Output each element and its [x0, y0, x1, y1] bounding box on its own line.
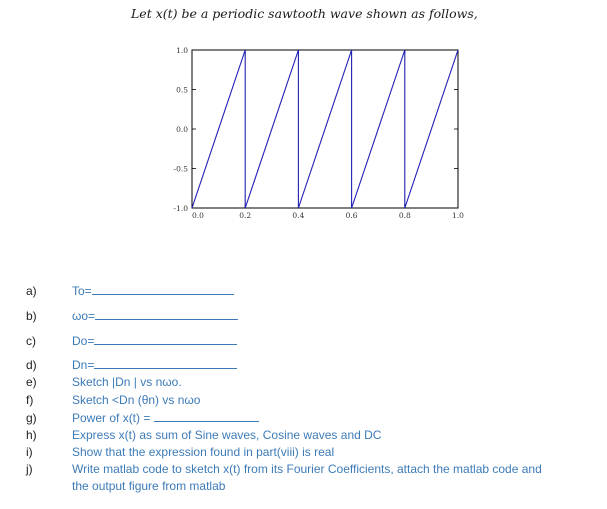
y-tick-label: 0.0 — [176, 125, 188, 134]
sawtooth-ramp-segment — [192, 50, 245, 208]
plot-series — [192, 50, 458, 208]
question-letter: g) — [26, 411, 37, 425]
question-letter: a) — [26, 284, 37, 298]
question-b-text: ωo= — [72, 309, 238, 323]
question-j-continuation: the output figure from matlab — [72, 479, 226, 493]
y-tick-label: -1.0 — [173, 204, 188, 213]
intro-sentence: Let x(t) be a periodic sawtooth wave shown as follows, — [131, 6, 478, 21]
y-tick-label: 1.0 — [176, 46, 188, 55]
question-letter: c) — [26, 334, 36, 348]
question-letter: e) — [26, 375, 37, 389]
question-g-text: Power of x(t) = — [72, 411, 259, 425]
answer-blank — [92, 284, 234, 295]
sawtooth-ramp-segment — [352, 50, 405, 208]
question-h-text: Express x(t) as sum of Sine waves, Cosine waves and DC — [72, 428, 382, 442]
x-tick-label: 1.0 — [452, 211, 464, 220]
x-tick-label: 0.0 — [192, 211, 204, 220]
sawtooth-ramp-segment — [405, 50, 458, 208]
answer-blank — [94, 334, 237, 345]
x-tick-label: 0.2 — [239, 211, 252, 220]
question-letter: f) — [26, 393, 34, 407]
question-c-text: Do= — [72, 334, 237, 348]
question-i-text: Show that the expression found in part(viii) is real — [72, 445, 335, 459]
answer-blank — [94, 358, 237, 369]
question-letter: i) — [26, 445, 33, 459]
answer-blank — [154, 411, 259, 422]
question-letter: j) — [26, 462, 33, 476]
question-f-text: Sketch <Dn (θn) vs nωo — [72, 393, 201, 407]
x-tick-label: 0.6 — [345, 211, 358, 220]
y-tick-label: -0.5 — [173, 164, 188, 174]
question-e-text: Sketch |Dn | vs nωo. — [72, 375, 182, 389]
question-letter: d) — [26, 358, 37, 372]
question-letter: b) — [26, 309, 37, 323]
sawtooth-ramp-segment — [298, 50, 351, 208]
y-tick-label: 0.5 — [176, 85, 188, 95]
x-tick-label: 0.8 — [398, 211, 411, 220]
question-a-text: To= — [72, 284, 234, 298]
question-d-text: Dn= — [72, 358, 237, 372]
question-letter: h) — [26, 428, 37, 442]
sawtooth-ramp-segment — [245, 50, 298, 208]
question-j-text: Write matlab code to sketch x(t) from its Fourier Coefficients, attach the matlab code and — [72, 462, 542, 476]
x-tick-label: 0.4 — [292, 211, 305, 220]
answer-blank — [95, 309, 238, 320]
